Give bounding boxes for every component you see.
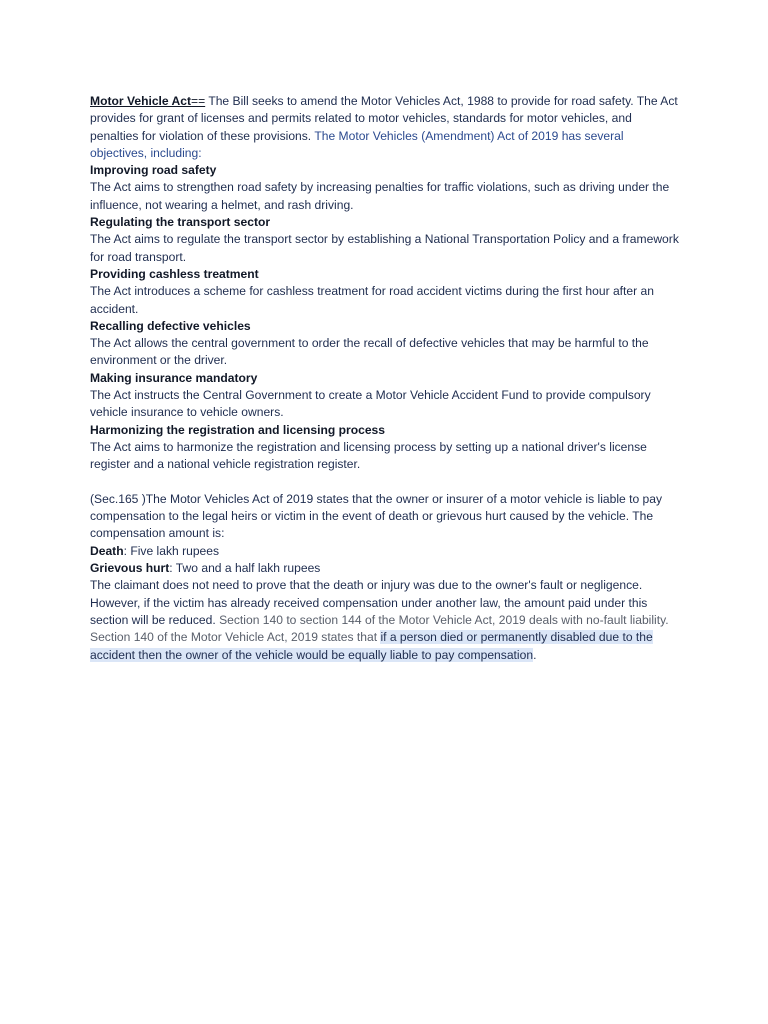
paragraph-spacer	[90, 474, 680, 491]
amendment-intro-text: The Motor Vehicles (Amendment) Act of 2019 has several objectives, including:	[90, 128, 624, 160]
death-value: : Five lakh rupees	[123, 543, 220, 558]
death-label: Death	[90, 543, 124, 558]
objective-heading-transport: Regulating the transport sector	[90, 215, 271, 230]
objective-body-recall: The Act allows the central government to order the recall of defective vehicles that may be harmful to the environment or the driver.	[90, 336, 649, 368]
objective-heading-insurance: Making insurance mandatory	[90, 370, 258, 385]
objective-body-transport: The Act aims to regulate the transport sector by establishing a National Transportation Policy and a framework for road transport.	[90, 232, 679, 264]
intro-text: The Bill seeks to amend the Motor Vehicles Act, 1988 to provide for road safety. The Act provides for grant of licenses and permits related to motor vehicles, standards for motor vehicles, and penalties for violation of these provisions.	[90, 94, 678, 143]
objective-heading-registration: Harmonizing the registration and licensing process	[90, 422, 386, 437]
objective-heading-recall: Recalling defective vehicles	[90, 318, 251, 333]
claimant-text: The claimant does not need to prove that the death or injury was due to the owner's fault or negligence. However, if the victim has already received compensation under another law, the amount paid under this section will be reduced.	[90, 578, 648, 627]
claimant-paragraph	[90, 577, 680, 663]
objective-heading-road-safety: Improving road safety	[90, 163, 217, 178]
highlighted-text[interactable]: if a person died or permanently disabled due to the accident then the owner of the vehicle would be equally liable to pay compensation	[90, 630, 653, 662]
objective-heading-cashless: Providing cashless treatment	[90, 266, 259, 281]
section-165-paragraph: (Sec.165 )The Motor Vehicles Act of 2019 states that the owner or insurer of a motor vehicle is liable to pay compensation to the legal heirs or victim in the event of death or grievous hurt caused by the vehicle. The compensation amount is:	[90, 491, 663, 541]
grievous-hurt-value: : Two and a half lakh rupees	[169, 561, 321, 576]
title-marker: ==	[191, 94, 206, 108]
objective-body-road-safety: The Act aims to strengthen road safety by increasing penalties for traffic violations, such as driving under the influence, not wearing a helmet, and rash driving.	[90, 180, 670, 212]
objective-body-cashless: The Act introduces a scheme for cashless treatment for road accident victims during the first hour after an accident.	[90, 284, 654, 316]
ending-period: .	[533, 647, 537, 662]
document-title: Motor Vehicle Act	[90, 94, 192, 108]
grievous-hurt-label: Grievous hurt	[90, 561, 170, 576]
grievous-hurt-compensation-line	[90, 560, 680, 577]
objective-body-insurance: The Act instructs the Central Government to create a Motor Vehicle Accident Fund to provide compulsory vehicle insurance to vehicle owners.	[90, 388, 651, 420]
death-compensation-line	[90, 543, 680, 560]
objective-body-registration: The Act aims to harmonize the registration and licensing process by setting up a national driver's license register and a national vehicle registration register.	[90, 439, 647, 472]
intro-paragraph	[90, 93, 680, 162]
section-140-text: Section 140 to section 144 of the Motor Vehicle Act, 2019 deals with no-fault liability. Section 140 of the Motor Vehicle Act, 2019 states that	[90, 612, 669, 645]
document-page	[90, 93, 680, 664]
